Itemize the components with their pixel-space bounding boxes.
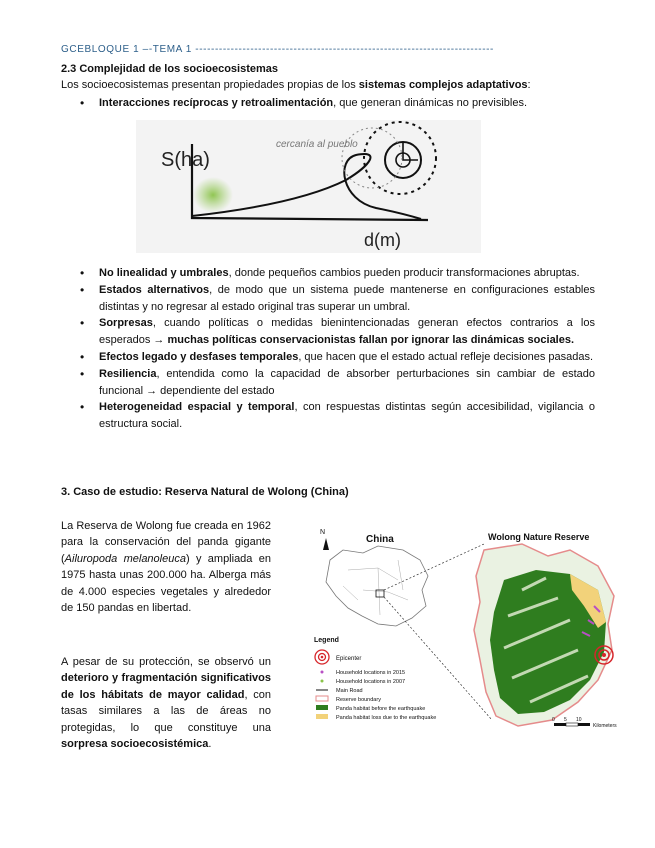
list-item: • Estados alternativos, de modo que un sistema puede mantenerse en configuraciones estables distintas y no regresar al estado original tras superar un umbral.: [80, 282, 595, 316]
scale-unit: Kilometers: [593, 723, 617, 729]
case-paragraph-2: A pesar de su protección, se observó un deterioro y fragmentación significativos de los hábitats de mayor calidad, con tasas similares a las de áreas no protegidas, lo que constituye una sorpresa socioecosistémica.: [61, 656, 271, 751]
legend-title: Legend: [314, 637, 339, 644]
legend-habitat-loss: Panda habitat loss due to the earthquake: [336, 715, 437, 721]
sketch-axes: [192, 144, 428, 220]
legend-households-2007: Household locations in 2007: [336, 679, 406, 685]
list-item: • Efectos legado y desfases temporales, que hacen que el estado actual refleje decisiones pasadas.: [80, 349, 595, 366]
feedback-sketch: [136, 120, 481, 253]
section-title: 2.3 Complejidad de los socioecosistemas: [61, 63, 279, 75]
case-paragraph-1: La Reserva de Wolong fue creada en 1962 para la conservación del panda gigante (Ailuropoda melanoleuca) y ampliada en 1975 hasta unas 200.000 ha. Alberga más de 4.000 especies vegetales y alrededor de 150 pandas en libertad.: [61, 520, 271, 615]
bullet-list: [80, 265, 595, 433]
section-intro: Los socioecosistemas presentan propiedades propias de los sistemas complejos adaptativos:: [61, 79, 531, 91]
case-study-title: 3. Caso de estudio: Reserva Natural de Wolong (China): [61, 486, 349, 498]
china-outline: [326, 546, 428, 626]
reserve-label: Wolong Nature Reserve: [488, 532, 590, 542]
sketch-x-label: d(m): [364, 230, 401, 250]
scale-bar: [554, 723, 566, 726]
legend-households-2015: Household locations in 2015: [336, 670, 406, 676]
legend-reserve-boundary: Reserve boundary: [336, 697, 381, 703]
svg-text:5: 5: [564, 717, 567, 723]
sketch-note: cercanía al pueblo: [276, 139, 358, 150]
legend-main-road: Main Road: [336, 688, 363, 694]
list-item: • Interacciones recíprocas y retroalimentación, que generan dinámicas no previsibles.: [80, 95, 595, 112]
sketch-y-label: S(ha): [161, 149, 210, 171]
list-item: • Resiliencia, entendida como la capacidad de absorber perturbaciones sin cambiar de estado funcional → dependiente del estado: [80, 366, 595, 400]
green-blob: [193, 177, 233, 213]
list-item: • No linealidad y umbrales, donde pequeños cambios pueden producir transformaciones abruptas.: [80, 265, 595, 282]
legend-epicenter: Epicenter: [336, 656, 362, 662]
svg-text:10: 10: [576, 717, 582, 723]
bullet-list-top: [80, 95, 595, 112]
basin-circle: [364, 122, 436, 194]
north-arrow-icon: [323, 538, 329, 550]
legend-habitat-before: Panda habitat before the earthquake: [336, 706, 426, 712]
china-label: China: [366, 534, 394, 545]
svg-text:0: 0: [552, 717, 555, 723]
north-label: N: [320, 529, 326, 536]
list-item: • Heterogeneidad espacial y temporal, con respuestas distintas según accesibilidad, vigilancia o estructura social.: [80, 399, 595, 433]
page-header: GCEBLOQUE 1 –-TEMA 1 ----------------------------------------------------------------------------: [61, 44, 494, 55]
wolong-map: [308, 520, 630, 745]
list-item: • Sorpresas, cuando políticas o medidas bienintencionadas generan efectos contrarios a los esperados → muchas políticas conservacionistas fallan por ignorar las dinámicas sociales.: [80, 315, 595, 349]
